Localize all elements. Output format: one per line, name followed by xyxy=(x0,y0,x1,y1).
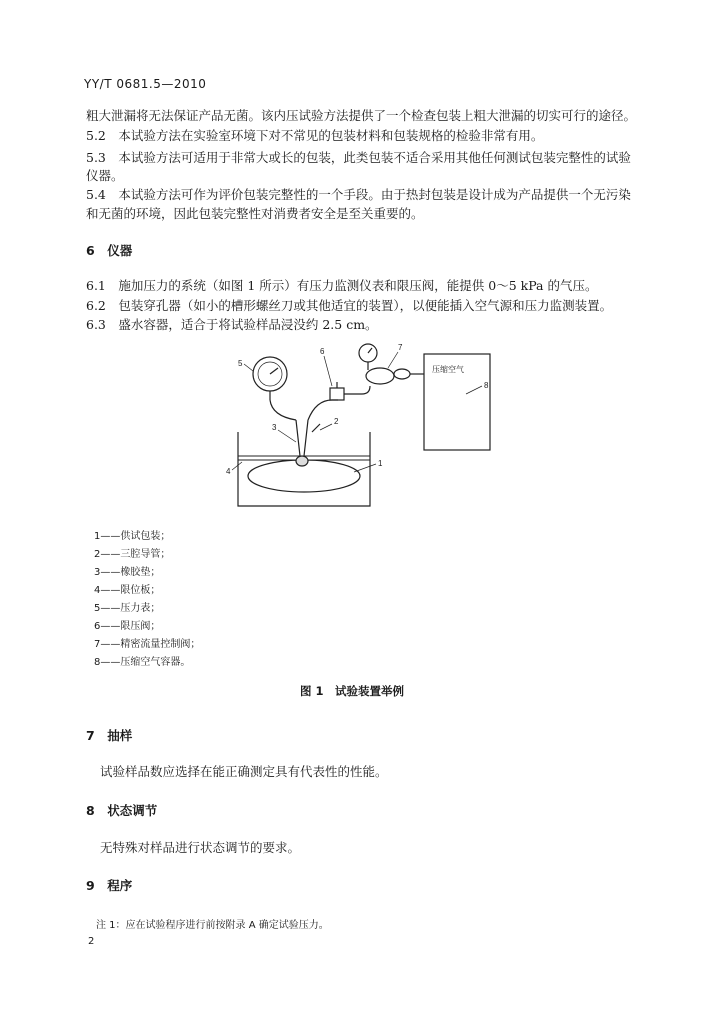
callout-3: 3 xyxy=(272,423,277,432)
tri-lumen-tube xyxy=(296,420,308,456)
flow-control-valve xyxy=(366,368,394,384)
item-6-3: 6.3 盛水容器，适合于将试验样品浸没约 2.5 cm。 xyxy=(86,317,378,332)
test-apparatus-diagram xyxy=(220,338,520,510)
legend-item-6: 6——限压阀； xyxy=(94,621,161,632)
paragraph-5-1-cont: 粗大泄漏将无法保证产品无菌。该内压试验方法提供了一个检查包装上粗大泄漏的切实可行的途径。 xyxy=(86,108,637,123)
callout-6: 6 xyxy=(320,347,325,356)
gauge-tube xyxy=(270,400,296,420)
tube-branch xyxy=(312,424,320,432)
page-number: 2 xyxy=(88,936,95,947)
section-9-heading: 9 程序 xyxy=(86,878,133,893)
air-box-label: 压缩空气 xyxy=(432,365,464,374)
item-6-2: 6.2 包装穿孔器（如小的槽形螺丝刀或其他适宜的装置），以便能插入空气源和压力监测装置。 xyxy=(86,298,613,313)
section-9-note: 注 1：应在试验程序进行前按附录 A 确定试验压力。 xyxy=(96,920,329,931)
legend-item-1: 1——供试包装； xyxy=(94,531,171,542)
legend-item-3: 3——橡胶垫； xyxy=(94,567,161,578)
section-8-text: 无特殊对样品进行状态调节的要求。 xyxy=(100,840,301,855)
callout-5: 5 xyxy=(238,359,243,368)
water-container xyxy=(238,432,370,506)
paragraph-5-2: 5.2 本试验方法在实验室环境下对不常见的包装材料和包装规格的检验非常有用。 xyxy=(86,128,544,143)
callout-4: 4 xyxy=(226,467,231,476)
paragraph-5-3-line1: 5.3 本试验方法可适用于非常大或长的包装，此类包装不适合采用其他任何测试包装完整性的试验 xyxy=(86,150,631,165)
callout-8: 8 xyxy=(484,381,489,390)
relief-valve xyxy=(330,388,344,400)
section-7-text: 试验样品数应选择在能正确测定具有代表性的性能。 xyxy=(100,764,388,779)
legend-item-8: 8——压缩空气容器。 xyxy=(94,657,191,668)
legend-item-7: 7——精密流量控制阀； xyxy=(94,639,201,650)
paragraph-5-3-line2: 仪器。 xyxy=(86,168,124,183)
item-6-1: 6.1 施加压力的系统（如图 1 所示）有压力监测仪表和限压阀，能提供 0～5 kPa 的气压。 xyxy=(86,278,598,293)
callout-7: 7 xyxy=(398,343,403,352)
figure-caption: 图 1 试验装置举例 xyxy=(300,684,405,698)
section-7-heading: 7 抽样 xyxy=(86,728,133,743)
callout-1: 1 xyxy=(378,459,383,468)
callout-2: 2 xyxy=(334,417,339,426)
paragraph-5-4-line1: 5.4 本试验方法可作为评价包装完整性的一个手段。由于热封包装是设计成为产品提供一个无污染 xyxy=(86,187,631,202)
legend-item-2: 2——三腔导管； xyxy=(94,549,171,560)
page-header: YY/T 0681.5—2010 xyxy=(84,77,207,91)
paragraph-5-4-line2: 和无菌的环境，因此包装完整性对消费者安全是至关重要的。 xyxy=(86,206,424,221)
legend-item-5: 5——压力表； xyxy=(94,603,161,614)
legend-item-4: 4——限位板； xyxy=(94,585,161,596)
section-8-heading: 8 状态调节 xyxy=(86,803,158,818)
rubber-gasket xyxy=(296,456,308,466)
section-6-heading: 6 仪器 xyxy=(86,243,133,258)
figure-1-diagram xyxy=(220,338,520,510)
